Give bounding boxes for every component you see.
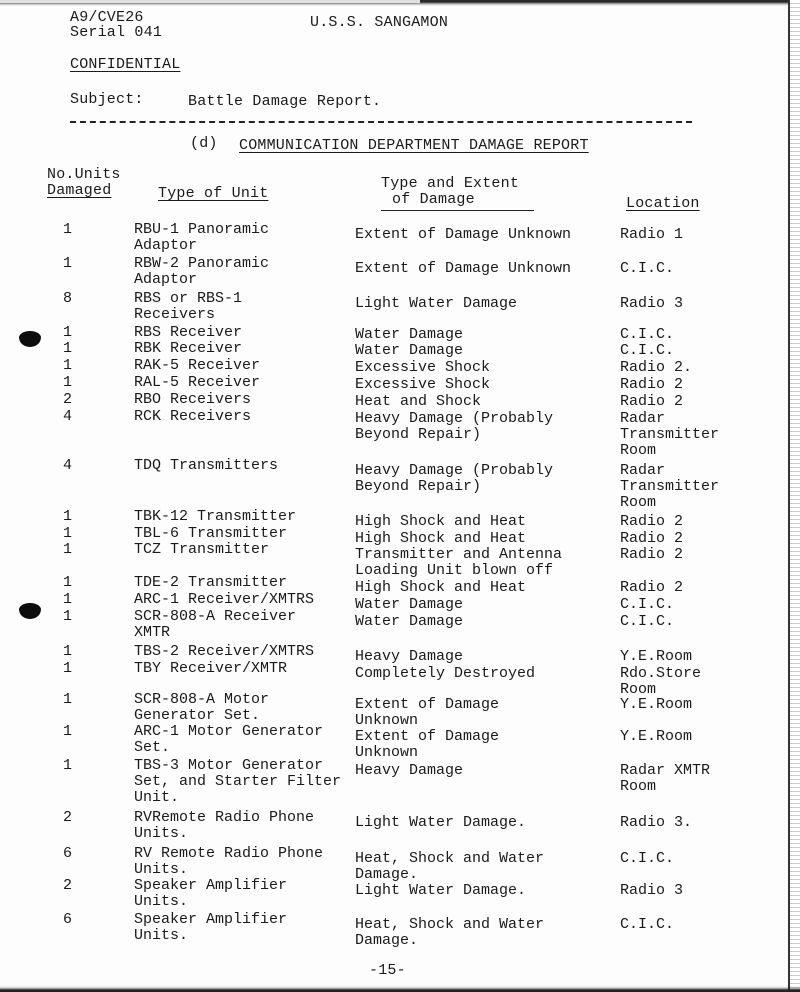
classification-label: CONFIDENTIAL (70, 56, 181, 73)
row-unit-type: TBS-3 Motor Generator Set, and Starter Filter Unit. (134, 757, 342, 806)
row-damage: Excessive Shock (355, 376, 491, 393)
row-location: Radio 3 (620, 882, 684, 899)
row-damage: Heavy Damage (Probably Beyond Repair) (355, 410, 554, 443)
column-header-damage-underline (381, 210, 534, 211)
row-unit-type: RBS or RBS-1 Receivers (134, 290, 243, 323)
row-qty: 1 (63, 591, 73, 608)
row-unit-type: TBK-12 Transmitter (134, 508, 297, 525)
row-unit-type: RBK Receiver (134, 340, 243, 357)
row-location: Radar Transmitter Room (620, 410, 720, 459)
ship-name: U.S.S. SANGAMON (310, 14, 449, 31)
row-qty: 1 (63, 525, 73, 542)
row-qty: 1 (63, 255, 73, 272)
row-qty: 2 (63, 809, 73, 826)
page-number: -15- (369, 962, 406, 979)
row-unit-type: TCZ Transmitter (134, 541, 270, 558)
row-unit-type: RBU-1 Panoramic Adaptor (134, 221, 270, 254)
row-location: Y.E.Room (620, 696, 693, 713)
row-damage: Light Water Damage (355, 295, 518, 312)
row-qty: 1 (63, 324, 73, 341)
row-unit-type: SCR-808-A Receiver XMTR (134, 608, 297, 641)
row-damage: Excessive Shock (355, 359, 491, 376)
row-damage: Water Damage (355, 613, 464, 630)
row-unit-type: ARC-1 Receiver/XMTRS (134, 591, 315, 608)
row-damage: Heat, Shock and Water Damage. (355, 916, 545, 949)
row-damage: High Shock and Heat (355, 530, 527, 547)
row-location: Radar Transmitter Room (620, 462, 720, 511)
row-location: Radio 2 (620, 393, 684, 410)
row-damage: High Shock and Heat (355, 579, 527, 596)
row-damage: Extent of Damage Unknown (355, 728, 500, 761)
section-title: COMMUNICATION DEPARTMENT DAMAGE REPORT (239, 137, 589, 154)
row-damage: Heat and Shock (355, 393, 482, 410)
column-header-qty-line1: No.Units (47, 166, 121, 183)
row-unit-type: ARC-1 Motor Generator Set. (134, 723, 324, 756)
row-location: Radio 2 (620, 530, 684, 547)
row-location: C.I.C. (620, 326, 675, 343)
row-qty: 1 (63, 608, 73, 625)
file-reference: A9/CVE26 (70, 9, 144, 26)
row-location: C.I.C. (620, 916, 675, 933)
row-qty: 1 (63, 374, 73, 391)
row-location: C.I.C. (620, 613, 675, 630)
row-damage: Light Water Damage. (355, 882, 527, 899)
row-location: Radio 2 (620, 513, 684, 530)
row-unit-type: RBO Receivers (134, 391, 252, 408)
row-qty: 1 (63, 508, 73, 525)
separator-dashed-line (70, 121, 692, 123)
row-damage: Heat, Shock and Water Damage. (355, 850, 545, 883)
punch-hole-icon (19, 603, 41, 619)
row-unit-type: TBY Receiver/XMTR (134, 660, 288, 677)
row-damage: Completely Destroyed (355, 665, 536, 682)
row-qty: 1 (63, 643, 73, 660)
row-qty: 2 (63, 877, 73, 894)
row-location: Y.E.Room (620, 648, 693, 665)
row-qty: 6 (63, 911, 73, 928)
row-damage: Extent of Damage Unknown (355, 696, 500, 729)
row-damage: Extent of Damage Unknown (355, 226, 572, 243)
row-location: C.I.C. (620, 596, 675, 613)
row-location: Y.E.Room (620, 728, 693, 745)
row-unit-type: RCK Receivers (134, 408, 252, 425)
row-location: Radio 1 (620, 226, 684, 243)
row-damage: Extent of Damage Unknown (355, 260, 572, 277)
row-location: Radio 3 (620, 295, 684, 312)
row-unit-type: SCR-808-A Motor Generator Set. (134, 691, 270, 724)
row-unit-type: TBS-2 Receiver/XMTRS (134, 643, 315, 660)
row-qty: 4 (63, 408, 73, 425)
punch-hole-icon (19, 331, 41, 347)
row-unit-type: Speaker Amplifier Units. (134, 877, 288, 910)
serial-number: Serial 041 (70, 24, 163, 41)
scan-bottom-edge (0, 986, 800, 992)
row-damage: Transmitter and Antenna Loading Unit blown off (355, 546, 563, 579)
row-location: C.I.C. (620, 260, 675, 277)
row-qty: 4 (63, 457, 73, 474)
row-unit-type: TBL-6 Transmitter (134, 525, 288, 542)
row-unit-type: RV Remote Radio Phone Units. (134, 845, 324, 878)
row-location: Rdo.Store Room (620, 665, 702, 698)
row-qty: 1 (63, 660, 73, 677)
subject-text: Battle Damage Report. (188, 93, 382, 110)
row-location: Radio 2 (620, 546, 684, 563)
column-header-location: Location (626, 195, 700, 212)
row-qty: 1 (63, 357, 73, 374)
row-location: Radio 3. (620, 814, 693, 831)
section-marker: (d) (190, 135, 218, 152)
row-unit-type: RBS Receiver (134, 324, 243, 341)
row-location: Radio 2 (620, 579, 684, 596)
column-header-qty-line2: Damaged (47, 182, 112, 199)
row-damage: Heavy Damage (Probably Beyond Repair) (355, 462, 554, 495)
row-damage: Heavy Damage (355, 762, 464, 779)
row-location: C.I.C. (620, 850, 675, 867)
row-qty: 1 (63, 221, 73, 238)
row-damage: Water Damage (355, 326, 464, 343)
subject-label: Subject: (70, 91, 144, 108)
row-damage: Heavy Damage (355, 648, 464, 665)
row-qty: 8 (63, 290, 73, 307)
row-qty: 1 (63, 541, 73, 558)
row-location: Radio 2. (620, 359, 693, 376)
column-header-type: Type of Unit (158, 185, 269, 202)
row-damage: High Shock and Heat (355, 513, 527, 530)
row-qty: 1 (63, 757, 73, 774)
row-location: Radar XMTR Room (620, 762, 711, 795)
row-damage: Water Damage (355, 596, 464, 613)
column-header-damage-line1: Type and Extent (381, 175, 520, 192)
row-qty: 1 (63, 574, 73, 591)
row-qty: 1 (63, 723, 73, 740)
row-unit-type: TDE-2 Transmitter (134, 574, 288, 591)
row-damage: Light Water Damage. (355, 814, 527, 831)
row-qty: 1 (63, 691, 73, 708)
row-damage: Water Damage (355, 342, 464, 359)
row-qty: 1 (63, 340, 73, 357)
row-unit-type: TDQ Transmitters (134, 457, 279, 474)
row-location: Radio 2 (620, 376, 684, 393)
row-unit-type: RAK-5 Receiver (134, 357, 261, 374)
row-location: C.I.C. (620, 342, 675, 359)
row-qty: 6 (63, 845, 73, 862)
row-unit-type: RVRemote Radio Phone Units. (134, 809, 315, 842)
row-unit-type: RAL-5 Receiver (134, 374, 261, 391)
row-unit-type: Speaker Amplifier Units. (134, 911, 288, 944)
row-unit-type: RBW-2 Panoramic Adaptor (134, 255, 270, 288)
column-header-damage-line2: of Damage (392, 191, 475, 208)
row-qty: 2 (63, 391, 73, 408)
scan-top-edge-fade (0, 0, 420, 3)
